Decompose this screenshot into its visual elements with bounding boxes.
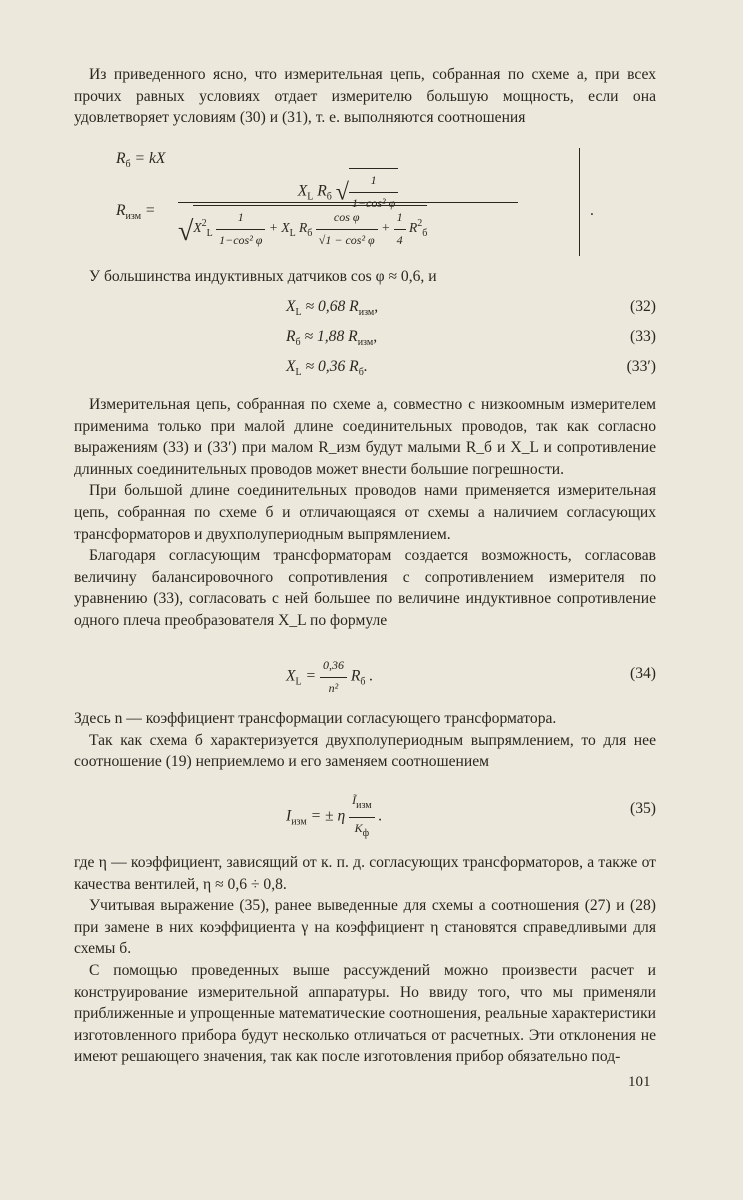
eq-34-number: (34) [630, 665, 656, 682]
equations-32-33 [74, 296, 656, 380]
eq-33-row [74, 326, 656, 352]
paragraph-full-wave: Так как схема б характеризуется двухполупериодным выпрямлением, то для нее соотношение (19) неприемлемо и его заменяем соотношением [74, 731, 656, 771]
system-bracket [579, 148, 580, 256]
paragraph-long-wires: При большой длине соединительных проводов нами применяется измерительная цепь, собранная по схеме б и отличающаяся от схемы а наличием согласующих трансформаторов и двухполупериодным выпрямлением. [74, 482, 656, 543]
paragraphs-main [74, 394, 656, 632]
eq-33p-row [74, 356, 656, 382]
intro-text: Из приведенного ясно, что измерительная цепь, собранная по схеме а, при всех прочих равных условиях отдает измерителю большую мощность, если она удовлетворяет условиям (30) и (31), т. е. выполняются соотношения [74, 66, 656, 127]
paragraph-eta: где η — коэффициент, зависящий от к. п. д. согласующих трансформаторов, а также от качества вентилей, η ≈ 0,6 ÷ 0,8. [74, 854, 656, 893]
paragraph-transformers: Благодаря согласующим трансформаторам создается возможность, согласовав величину балансировочного сопротивления с сопротивлением измерителя по уравнению (33), согласовать с ней большее по величине индуктивное сопротивление одного плеча преобразователя X_L по формуле [74, 547, 656, 629]
equation-35 [74, 786, 656, 839]
system-period: . [590, 202, 594, 219]
eq-33p-number: (33′) [626, 358, 656, 375]
eq-32-number: (32) [630, 298, 656, 315]
paragraph-intro [74, 64, 656, 129]
paragraph-cos [74, 266, 656, 288]
eq-rb-kx: $R_б$ = kX [116, 150, 166, 170]
eq-33p: $X_L \approx 0,36$ $R_б$. [286, 358, 368, 378]
eq-33-number: (33) [630, 328, 656, 345]
eq-32-row [74, 296, 656, 322]
paragraph-n-coeff: Здесь n — коэффициент трансформации согласующего трансформатора. [74, 710, 557, 727]
paragraph-conclusion: С помощью проведенных выше рассуждений можно произвести расчет и конструирование измерительной аппаратуры. Но ввиду того, что мы применяли приближенные и упрощенные математические соотношения, реальные характеристики изготовленного прибора будут несколько отличаться от расчетных. Эти отклонения не имеют решающего значения, так как после изготовления прибор обязательно под- [74, 961, 656, 1066]
paragraphs-end [74, 852, 656, 1068]
equation-system [74, 148, 656, 260]
eq-rizm-fraction [178, 168, 518, 251]
eq-35-number: (35) [630, 800, 656, 817]
page-number: 101 [628, 1074, 651, 1090]
eq-35: $I_{изм}$ = ± η $\frac{Ĩ_{изм}}{K_ф}$ . [286, 790, 382, 844]
eq-rizm-numerator: $X_L$ $R_б$ √ $\frac{1}{\text{1−cos² φ}}$ [178, 168, 518, 202]
cos-text: У большинства индуктивных датчиков cos φ ≈ 0,6, и [89, 268, 437, 285]
eq-32: $X_L \approx 0,68$ $R_{изм}$, [286, 298, 379, 318]
paragraph-low-ohm: Измерительная цепь, собранная по схеме а, совместно с низкоомным измерителем применима только при малой длине соединительных проводов, так как согласно выражениям (33) и (33′) при малом R_изм будут малыми R_б и X_L и сопротивление длинных соединительных проводов может внести большие погрешности. [74, 396, 656, 478]
eq-rizm-denominator: $√X^2_L$ $\frac{1}{\text{1−cos² φ}}$ + $X_L$ $R_б$ $\frac{\text{cos φ}}{\text{√1 − cos² φ}}$ + $\frac{1}{4}$ $R^2_б$ [178, 202, 518, 251]
paragraphs-mid [74, 708, 656, 773]
eq-rizm-lhs: $R_{изм}$ = [116, 202, 156, 222]
equation-34 [74, 655, 656, 695]
eq-33: $R_б \approx 1,88$ $R_{изм}$, [286, 328, 378, 348]
eq-34: $X_L$ = $\frac{0,36}{\text{n²}}$ $R_б$ . [286, 655, 373, 699]
paragraph-relations: Учитывая выражение (35), ранее выведенные для схемы а соотношения (27) и (28) при замене в них коэффициента γ на коэффициент η становятся справедливыми для схемы б. [74, 897, 656, 958]
